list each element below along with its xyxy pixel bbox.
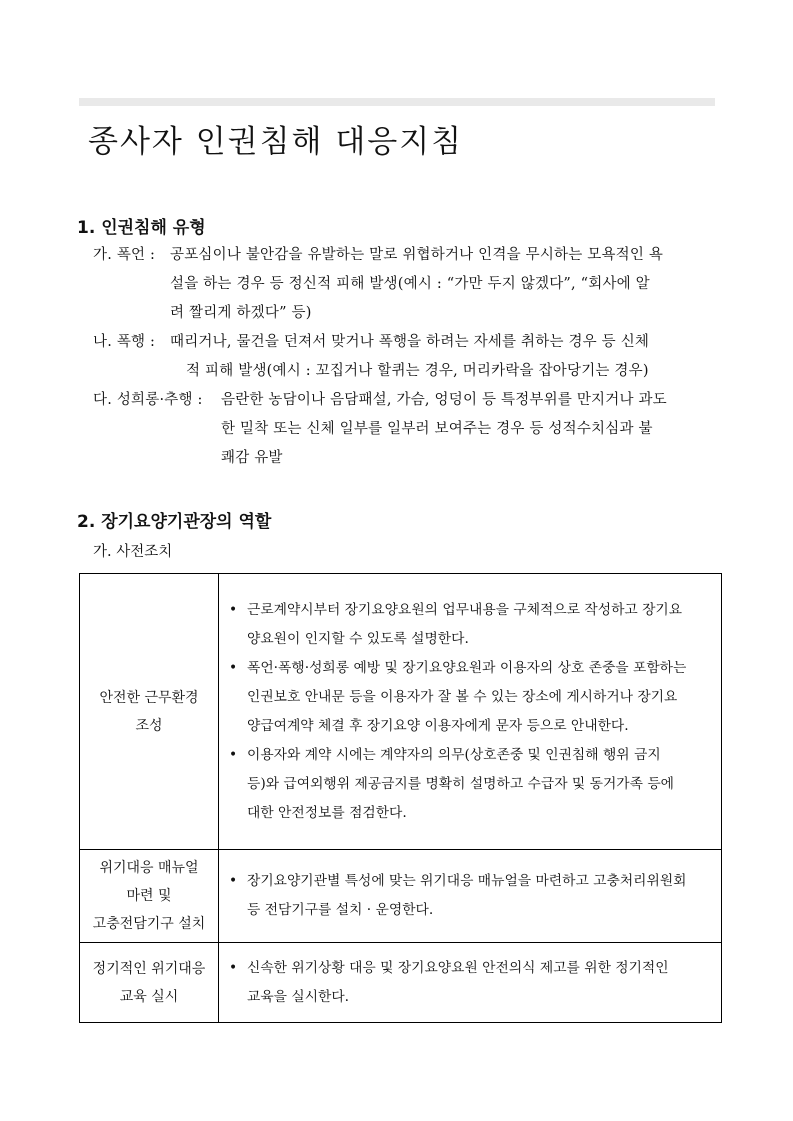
bullet-item [229,596,715,654]
bullet-item [229,654,715,741]
bullet-icon: • [229,959,238,976]
bullet-icon: • [229,746,238,763]
bullet-line: 근로계약시부터 장기요양요원의 업무내용을 구체적으로 작성하고 장기요 [247,601,683,618]
table-row [80,850,722,943]
bullet-item [229,741,715,828]
item-prefix-verbal: 가. 폭언 : [93,247,156,263]
item-line: 한 밀착 또는 신체 일부를 일부러 보여주는 경우 등 성적수치심과 불 [221,421,653,437]
label-line: 조성 [135,717,163,734]
item-line: 설을 하는 경우 등 정신적 피해 발생(예시 : “가만 두지 않겠다”, “회사에 알 [170,276,650,292]
item-prefix-harassment: 다. 성희롱·추행 : [93,392,203,408]
table-row [80,574,722,850]
row-content [219,574,722,850]
bullet-line: 폭언·폭행·성희롱 예방 및 장기요양요원과 이용자의 상호 존중을 포함하는 [247,659,687,676]
subsection-heading: 가. 사전조치 [93,544,173,560]
bullet-item [229,954,715,1012]
label-line: 마련 및 [126,888,172,904]
section2-heading: 2. 장기요양기관장의 역할 [77,512,272,532]
item-line: 쾌감 유발 [221,450,283,466]
title-bar-decoration [79,98,715,106]
bullet-icon: • [229,601,238,618]
bullet-line: 양요원이 인지할 수 있도록 설명한다. [247,630,469,647]
row-content [219,850,722,943]
bullet-line: 장기요양기관별 특성에 맞는 위기대응 매뉴얼을 마련하고 고충처리위원회 [247,873,687,889]
row-label [80,574,219,850]
label-line: 교육 실시 [119,988,179,1005]
bullet-line: 등 전담기구를 설치 · 운영한다. [247,902,434,918]
bullet-icon: • [229,873,238,889]
bullet-line: 양급여계약 체결 후 장기요양 이용자에게 문자 등으로 안내한다. [247,717,629,734]
section1-heading: 1. 인권침해 유형 [77,218,206,238]
row-label [80,943,219,1023]
bullet-line: 등)와 급여외행위 제공금지를 명확히 설명하고 수급자 및 동거가족 등에 [247,775,674,792]
item-line: 적 피해 발생(예시 : 꼬집거나 할퀴는 경우, 머리카락을 잡아당기는 경우) [186,363,649,379]
item-line: 때리거나, 물건을 던져서 맞거나 폭행을 하려는 자세를 취하는 경우 등 신체 [170,334,650,350]
bullet-line: 대한 안전정보를 점검한다. [247,804,407,821]
bullet-line: 교육을 실시한다. [247,988,350,1005]
label-line: 정기적인 위기대응 [92,960,206,977]
label-line: 안전한 근무환경 [99,689,199,706]
bullet-icon: • [229,659,238,676]
row-label [80,850,219,943]
bullet-line: 인권보호 안내문 등을 이용자가 잘 볼 수 있는 장소에 게시하거나 장기요 [247,688,678,705]
table-row [80,943,722,1023]
label-line: 위기대응 매뉴얼 [99,860,199,876]
item-line: 공포심이나 불안감을 유발하는 말로 위협하거나 인격을 무시하는 모욕적인 욕 [170,247,664,263]
bullet-line: 이용자와 계약 시에는 계약자의 의무(상호존중 및 인권침해 행위 금지 [247,746,661,763]
role-table [79,573,722,1023]
item-line: 려 짤리게 하겠다” 등) [170,305,312,321]
row-content [219,943,722,1023]
label-line: 고충전담기구 설치 [92,916,206,932]
bullet-item [229,867,715,925]
page-title: 종사자 인권침해 대응지침 [88,124,464,160]
item-prefix-violence: 나. 폭행 : [93,334,156,350]
item-line: 음란한 농담이나 음담패설, 가슴, 엉덩이 등 특정부위를 만지거나 과도 [221,392,667,408]
bullet-line: 신속한 위기상황 대응 및 장기요양요원 안전의식 제고를 위한 정기적인 [247,959,669,976]
